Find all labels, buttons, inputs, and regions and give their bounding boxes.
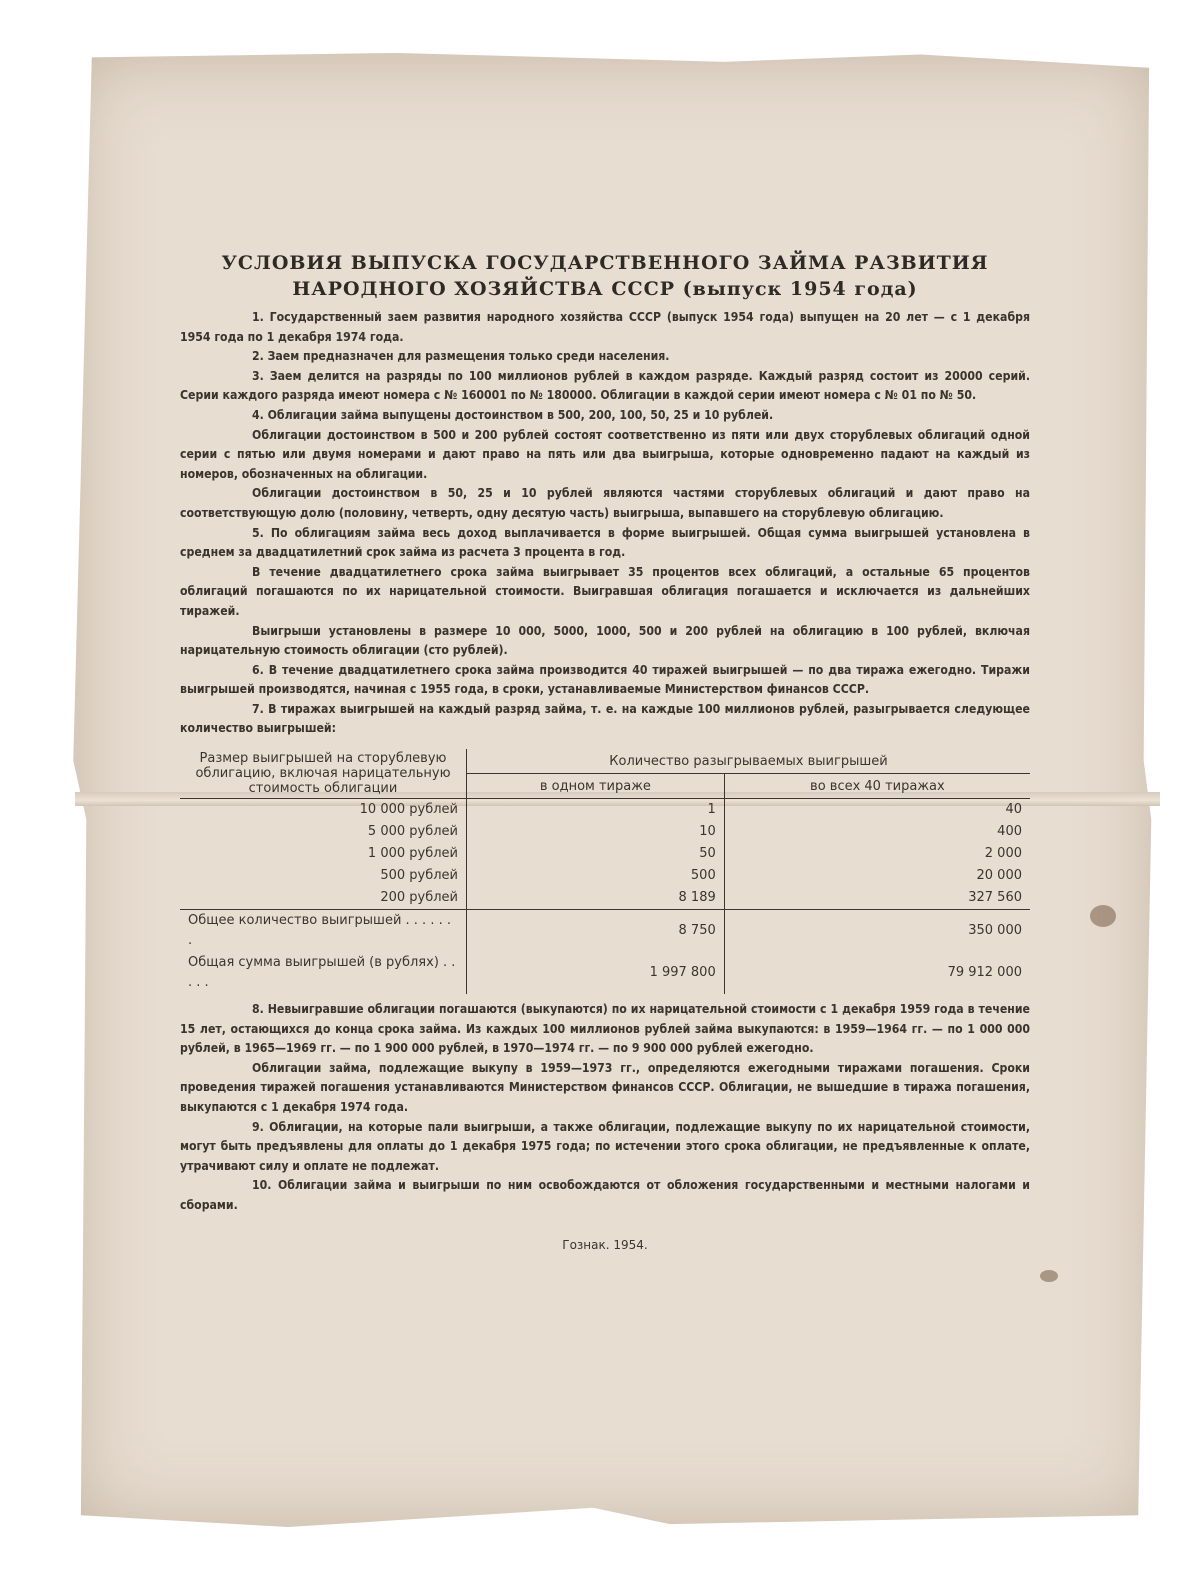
table-row <box>180 821 1030 843</box>
table-row <box>180 799 1030 822</box>
document-body <box>180 250 1030 1252</box>
prize-table <box>180 749 1030 994</box>
stain-mark <box>1090 905 1116 927</box>
col-header-prize-size: Размер выигрышей на сторублевую облигацию, включая нарицательную стоимость облигации <box>180 749 467 799</box>
col-header-one-draw: в одном тираже <box>467 773 725 798</box>
total-all-draws: 350 000 <box>724 910 1030 953</box>
table-row <box>180 865 1030 887</box>
paragraph: Выигрыши установлены в размере 10 000, 5000, 1000, 500 и 200 рублей на облигацию в 100 рублей, включая нарицательную стоимость облигации (сто рублей). <box>180 623 1030 658</box>
paragraph: В течение двадцатилетнего срока займа выигрывает 35 процентов всех облигаций, а остальные 65 процентов облигаций погашаются по их нарицательной стоимости. Выигравшая облигация погашается и исключается из дальнейших тиражей. <box>180 564 1030 618</box>
count-one-draw: 10 <box>467 821 725 843</box>
paragraph: 7. В тиражах выигрышей на каждый разряд займа, т. е. на каждые 100 миллионов рублей, разыгрывается следующее количество выигрышей: <box>180 701 1030 736</box>
prize-size: 500 рублей <box>380 868 458 884</box>
count-one-draw: 500 <box>467 865 725 887</box>
total-label: Общее количество выигрышей . . . . . . . <box>180 910 467 953</box>
prize-size: 5 000 рублей <box>367 824 458 840</box>
count-all-draws: 2 000 <box>724 843 1030 865</box>
paragraph: 2. Заем предназначен для размещения только среди населения. <box>252 349 670 364</box>
printer-mark: Гознак. 1954. <box>562 1237 648 1252</box>
stain-mark <box>1040 1270 1058 1282</box>
document-title <box>180 250 1030 302</box>
count-one-draw: 50 <box>467 843 725 865</box>
total-label: Общая сумма выигрышей (в рублях) . . . . . <box>188 955 456 991</box>
col-header-all-draws: во всех 40 тиражах <box>724 773 1030 798</box>
total-all-draws: 79 912 000 <box>724 952 1030 994</box>
paragraph: 8. Невыигравшие облигации погашаются (выкупаются) по их нарицательной стоимости с 1 декабря 1959 года в течение 15 лет, остающихся до конца срока займа. Из каждых 100 миллионов рублей займа выкупаются: в 1959—1964 гг. — по 1 000 000 рублей, в 1965—1969 гг. — по 1 900 000 рублей, в 1970—1974 гг. — по 9 900 000 рублей ежегодно. <box>180 1002 1030 1056</box>
count-one-draw: 8 189 <box>467 887 725 910</box>
paragraph: Облигации достоинством в 50, 25 и 10 рублей являются частями сторублевых облигаций и дают право на соответствующую долю (половину, четверть, одну десятую часть) выигрыша, выпавшего на сторублевую облигацию. <box>180 486 1030 520</box>
title-line-2: НАРОДНОГО ХОЗЯЙСТВА СССР (выпуск 1954 года) <box>292 278 918 300</box>
paragraph: 3. Заем делится на разряды по 100 миллионов рублей в каждом разряде. Каждый разряд состоит из 20000 серий. Серии каждого разряда имеют номера с № 160001 по № 180000. Облигации в каждой серии имеют номера с № 01 по № 50. <box>180 368 1030 403</box>
total-one-draw: 1 997 800 <box>467 952 725 994</box>
paragraph: 1. Государственный заем развития народного хозяйства СССР (выпуск 1954 года) выпущен на 20 лет — с 1 декабря 1954 года по 1 декабря 1974 года. <box>180 310 1030 344</box>
title-line-1: УСЛОВИЯ ВЫПУСКА ГОСУДАРСТВЕННОГО ЗАЙМА РАЗВИТИЯ <box>221 252 989 274</box>
count-all-draws: 20 000 <box>724 865 1030 887</box>
table-row <box>180 843 1030 865</box>
paragraph: 4. Облигации займа выпущены достоинством в 500, 200, 100, 50, 25 и 10 рублей. <box>252 407 774 422</box>
total-one-draw: 8 750 <box>467 910 725 953</box>
prize-size: 10 000 рублей <box>359 802 458 818</box>
total-row <box>180 952 1030 994</box>
paragraph: Облигации займа, подлежащие выкупу в 1959—1973 гг., определяются ежегодными тиражами погашения. Сроки проведения тиражей погашения устанавливаются Министерством финансов СССР. Облигации, не вышедшие в тиража погашения, выкупаются с 1 декабря 1974 года. <box>180 1060 1030 1115</box>
paragraph: Облигации достоинством в 500 и 200 рублей состоят соответственно из пяти или двух сторублевых облигаций одной серии с пятью или двумя номерами и дают право на пять или два выигрыша, которые одновременно падают на каждый из номеров, обозначенных на облигации. <box>180 427 1030 481</box>
prize-size: 200 рублей <box>380 890 458 906</box>
table-row <box>180 887 1030 910</box>
paragraph: 6. В течение двадцатилетнего срока займа производится 40 тиражей выигрышей — по два тиража ежегодно. Тиражи выигрышей производятся, начиная с 1955 года, в сроки, устанавливаемые Министерством финансов СССР. <box>180 662 1030 697</box>
count-all-draws: 327 560 <box>724 887 1030 910</box>
total-row <box>180 910 1030 953</box>
count-one-draw: 1 <box>467 799 725 822</box>
count-all-draws: 40 <box>724 799 1030 822</box>
count-all-draws: 400 <box>724 821 1030 843</box>
paragraph: 5. По облигациям займа весь доход выплачивается в форме выигрышей. Общая сумма выигрышей установлена в среднем за двадцатилетний срок займа из расчета 3 процента в год. <box>180 525 1030 560</box>
paragraph: 9. Облигации, на которые пали выигрыши, а также облигации, подлежащие выкупу по их нарицательной стоимости, могут быть предъявлены для оплаты до 1 декабря 1975 года; по истечении этого срока облигации, не предъявленные к оплате, утрачивают силу и оплате не подлежат. <box>180 1119 1030 1173</box>
paragraph: 10. Облигации займа и выигрыши по ним освобождаются от обложения государственными и местными налогами и сборами. <box>180 1178 1030 1212</box>
prize-size: 1 000 рублей <box>367 846 458 862</box>
col-header-group: Количество разыгрываемых выигрышей <box>467 749 1031 773</box>
